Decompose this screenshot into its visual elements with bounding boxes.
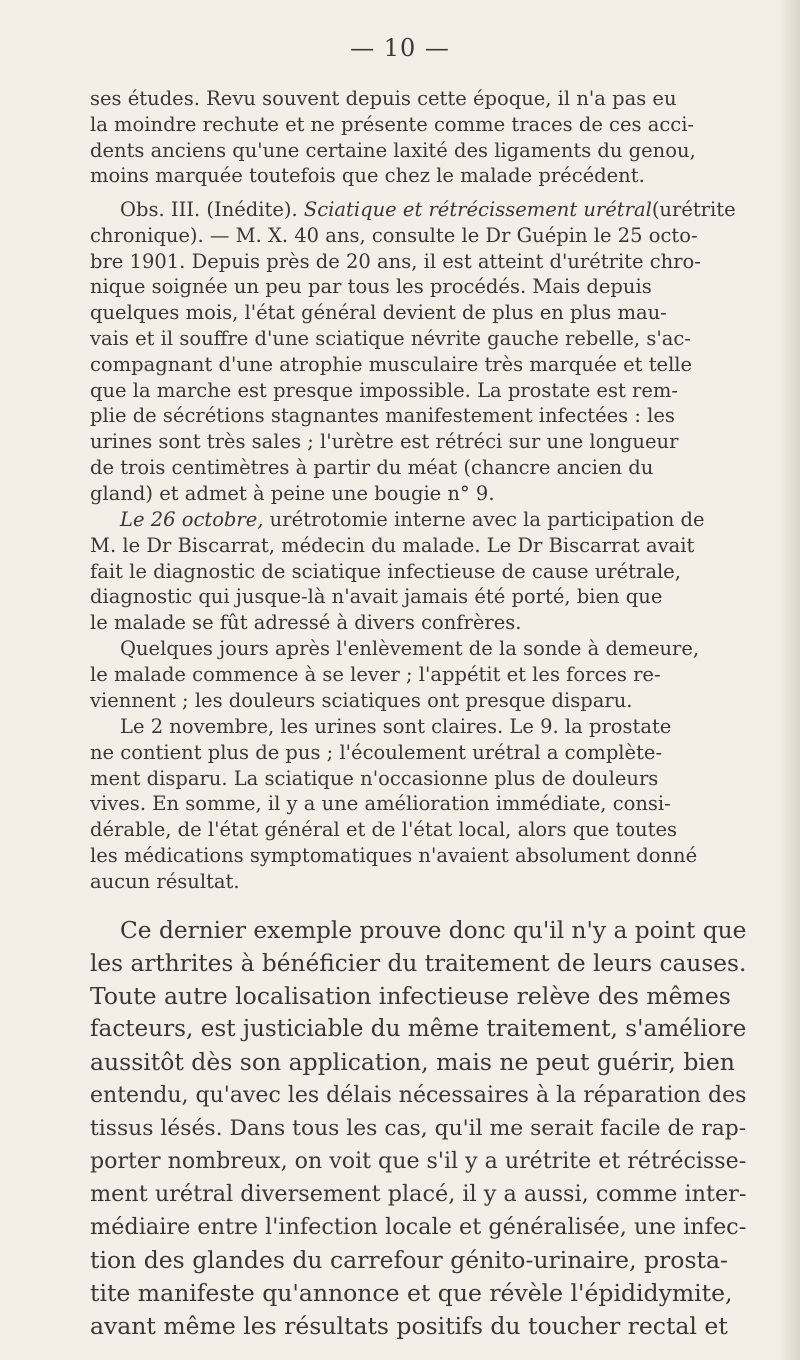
text-line: gland) et admet à peine une bougie n° 9. [90, 481, 495, 505]
text-line: Toute autre localisation infectieuse relève des mêmes [90, 982, 731, 1010]
text-line: vais et il souffre d'une sciatique névrite gauche rebelle, s'ac- [90, 326, 691, 350]
text-line: que la marche est presque impossible. La prostate est rem- [90, 378, 678, 402]
text-line: moins marquée toutefois que chez le malade précédent. [90, 164, 645, 188]
text-line: de trois centimètres à partir du méat (chancre ancien du [90, 455, 654, 479]
text-line: entendu, qu'avec les délais nécessaires à la réparation des [90, 1083, 747, 1108]
text-line: ment disparu. La sciatique n'occasionne plus de douleurs [90, 766, 659, 790]
date-text: Le 26 octobre, [120, 508, 264, 531]
text-line: aussitôt dès son application, mais ne peut guérir, bien [90, 1048, 735, 1076]
text-line: urines sont très sales ; l'urètre est rétréci sur une longueur [90, 430, 679, 454]
text-line: compagnant d'une atrophie musculaire très marquée et telle [90, 352, 693, 376]
paragraph-6 [90, 914, 750, 1343]
text-line: facteurs, est justiciable du même traitement, s'améliore [90, 1016, 747, 1042]
observation-title: Sciatique et rétrécissement urétral [303, 198, 652, 221]
text-line: les arthrites à bénéficier du traitement de leurs causes. [90, 950, 747, 977]
text-line: quelques mois, l'état général devient de plus en plus mau- [90, 301, 667, 325]
text-line: tion des glandes du carrefour génito-urinaire, prosta- [90, 1246, 728, 1274]
text-line: bre 1901. Depuis près de 20 ans, il est atteint d'urétrite chro- [90, 249, 701, 273]
text-line: aucun résultat. [90, 869, 240, 893]
paragraph-4 [90, 636, 750, 713]
observation-paragraph [90, 197, 750, 507]
text-line: ses études. Revu souvent depuis cette époque, il n'a pas eu [90, 87, 677, 110]
text-line: Quelques jours après l'enlèvement de la sonde à demeure, [120, 637, 700, 660]
text-line: la moindre rechute et ne présente comme traces de ces acci- [90, 112, 695, 136]
text-line: fait le diagnostic de sciatique infectieuse de cause urétrale, [90, 559, 681, 583]
observation-heading-line [90, 197, 750, 223]
page-edge-shadow [778, 0, 800, 1360]
text-line: viennent ; les douleurs sciatiques ont presque disparu. [90, 688, 633, 712]
text-line: dérable, de l'état général et de l'état local, alors que toutes [90, 818, 677, 842]
text-line: diagnostic qui jusque-là n'avait jamais été porté, bien que [90, 585, 663, 609]
text-line: Ce dernier exemple prouve donc qu'il n'y a point que [120, 917, 747, 944]
paragraph-1 [90, 86, 750, 189]
text-line: vives. En somme, il y a une amélioration immédiate, consi- [90, 792, 671, 816]
paragraph-5 [90, 714, 750, 895]
text-line: ne contient plus de pus ; l'écoulement urétral a complète- [90, 740, 663, 764]
text-line: chronique). — M. X. 40 ans, consulte le Dr Guépin le 25 octo- [90, 223, 698, 247]
text-line: M. le Dr Biscarrat, médecin du malade. Le Dr Biscarrat avait [90, 533, 695, 557]
text-line: tite manifeste qu'annonce et que révèle l'épididymite, [90, 1279, 733, 1307]
paragraph-3 [90, 507, 750, 636]
observation-title-rest: (urétrite [651, 198, 736, 221]
text-line: le malade se fût adressé à divers confrères. [90, 611, 522, 635]
text-line: porter nombreux, on voit que s'il y a urétrite et rétrécisse- [90, 1148, 747, 1174]
text-line: le malade commence à se lever ; l'appétit et les forces re- [90, 662, 661, 686]
text-line: plie de sécrétions stagnantes manifestement infectées : les [90, 404, 675, 428]
text-line: nique soignée un peu par tous les procédés. Mais depuis [90, 275, 652, 299]
observation-label: Obs. III. (Inédite). [120, 198, 298, 221]
text-line: dents anciens qu'une certaine laxité des ligaments du genou, [90, 138, 696, 162]
text-line: ment urétral diversement placé, il y a aussi, comme inter- [90, 1181, 747, 1207]
text-line: les médications symptomatiques n'avaient absolument donné [90, 843, 698, 867]
text-line: Le 26 octobre, urétrotomie interne avec la participation de [120, 508, 705, 531]
text-line: avant même les résultats positifs du toucher rectal et [90, 1312, 728, 1340]
text-line: tissus lésés. Dans tous les cas, qu'il me serait facile de rap- [90, 1116, 747, 1141]
text-line: médiaire entre l'infection locale et généralisée, une infec- [90, 1214, 747, 1240]
text-line: Le 2 novembre, les urines sont claires. Le 9. la prostate [120, 715, 672, 738]
page-number: — 10 — [350, 34, 450, 62]
